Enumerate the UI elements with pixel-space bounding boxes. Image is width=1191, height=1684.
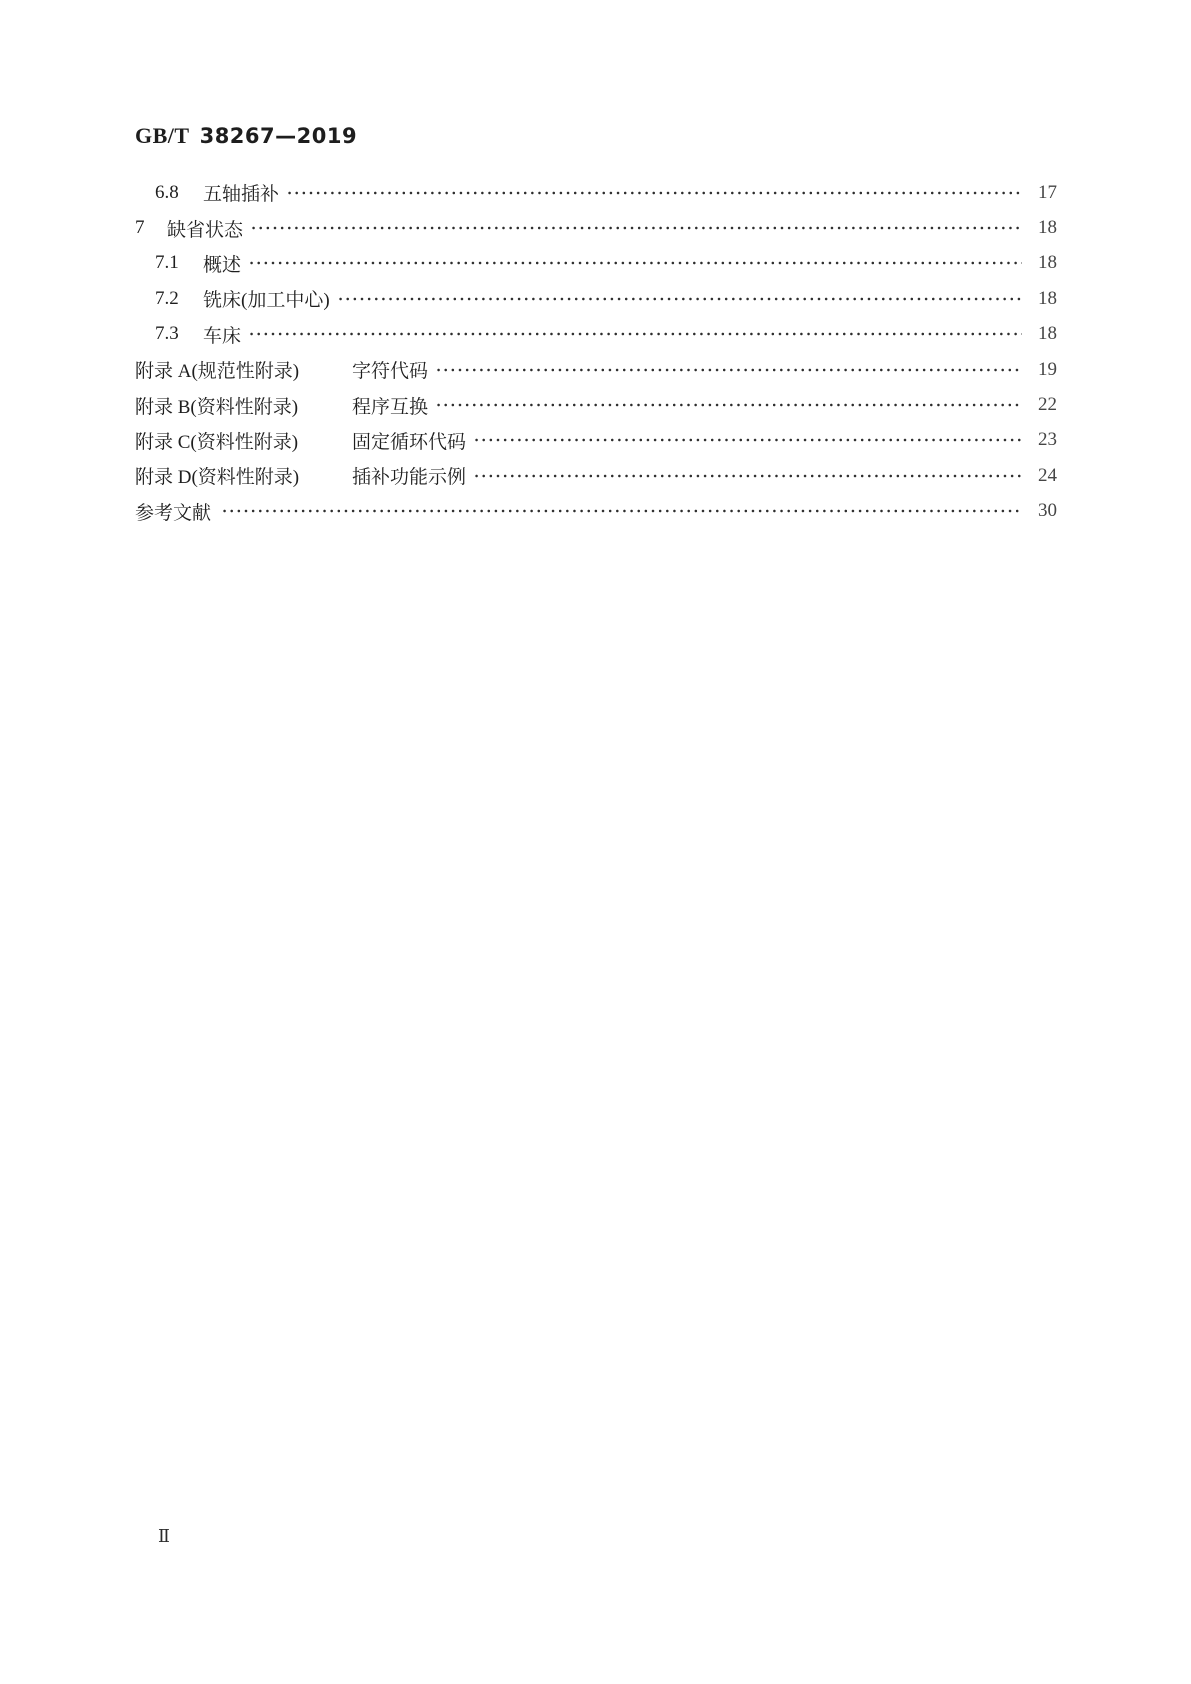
toc-row [135,281,1057,316]
dot-leader [435,352,1022,387]
toc-entry-page: 22 [1038,394,1057,416]
toc-entry-page: 17 [1038,181,1057,203]
dot-leader [248,317,1022,352]
standard-code-prefix: GB/T [135,123,190,148]
page-number-folio: Ⅱ [158,1526,170,1546]
toc-entry-title: 缺省状态 [167,219,244,241]
toc-entry-title: 参考文献 [135,502,212,524]
toc-row-appendix [135,352,1057,387]
toc-appendix-label: 附录 C(资料性附录) [135,431,299,453]
toc-entry-title: 五轴插补 [203,184,280,206]
toc-entry-page: 18 [1038,252,1057,274]
toc-appendix-label: 附录 D(资料性附录) [135,467,300,489]
dot-leader [250,210,1022,245]
toc-entry-title: 字符代码 [352,361,429,383]
dot-leader [337,281,1022,316]
standard-code-header [135,123,357,149]
toc-entry-title: 固定循环代码 [352,431,467,453]
toc-entry-page: 19 [1038,358,1057,380]
toc-entry-title: 概述 [203,254,242,276]
toc-appendix-label: 附录 B(资料性附录) [135,396,299,418]
toc-entry-title: 铣床(加工中心) [203,290,330,312]
standard-code-number: 38267—2019 [199,124,358,148]
dot-leader [473,423,1022,458]
dot-leader [286,175,1022,210]
toc-entry-page: 18 [1038,217,1057,239]
toc-row-appendix [135,458,1057,493]
dot-leader [473,458,1022,493]
table-of-contents [135,175,1057,529]
toc-entry-number: 7 [135,217,145,239]
dot-leader [435,387,1022,422]
toc-row-appendix [135,423,1057,458]
toc-entry-number: 6.8 [155,181,179,203]
toc-entry-title: 插补功能示例 [352,467,467,489]
toc-entry-page: 24 [1038,464,1057,486]
toc-row [135,317,1057,352]
toc-appendix-label: 附录 A(规范性附录) [135,361,300,383]
toc-entry-page: 18 [1038,287,1057,309]
toc-entry-number: 7.2 [155,287,179,309]
toc-entry-page: 30 [1038,500,1057,522]
toc-entry-title: 车床 [203,325,242,347]
toc-entry-number: 7.1 [155,252,179,274]
toc-row [135,175,1057,210]
dot-leader [248,246,1022,281]
toc-row [135,246,1057,281]
toc-entry-page: 23 [1038,429,1057,451]
toc-row-appendix [135,387,1057,422]
dot-leader [221,494,1022,529]
toc-row-references [135,494,1057,529]
toc-entry-title: 程序互换 [352,396,429,418]
toc-row [135,210,1057,245]
toc-entry-page: 18 [1038,323,1057,345]
toc-entry-number: 7.3 [155,323,179,345]
